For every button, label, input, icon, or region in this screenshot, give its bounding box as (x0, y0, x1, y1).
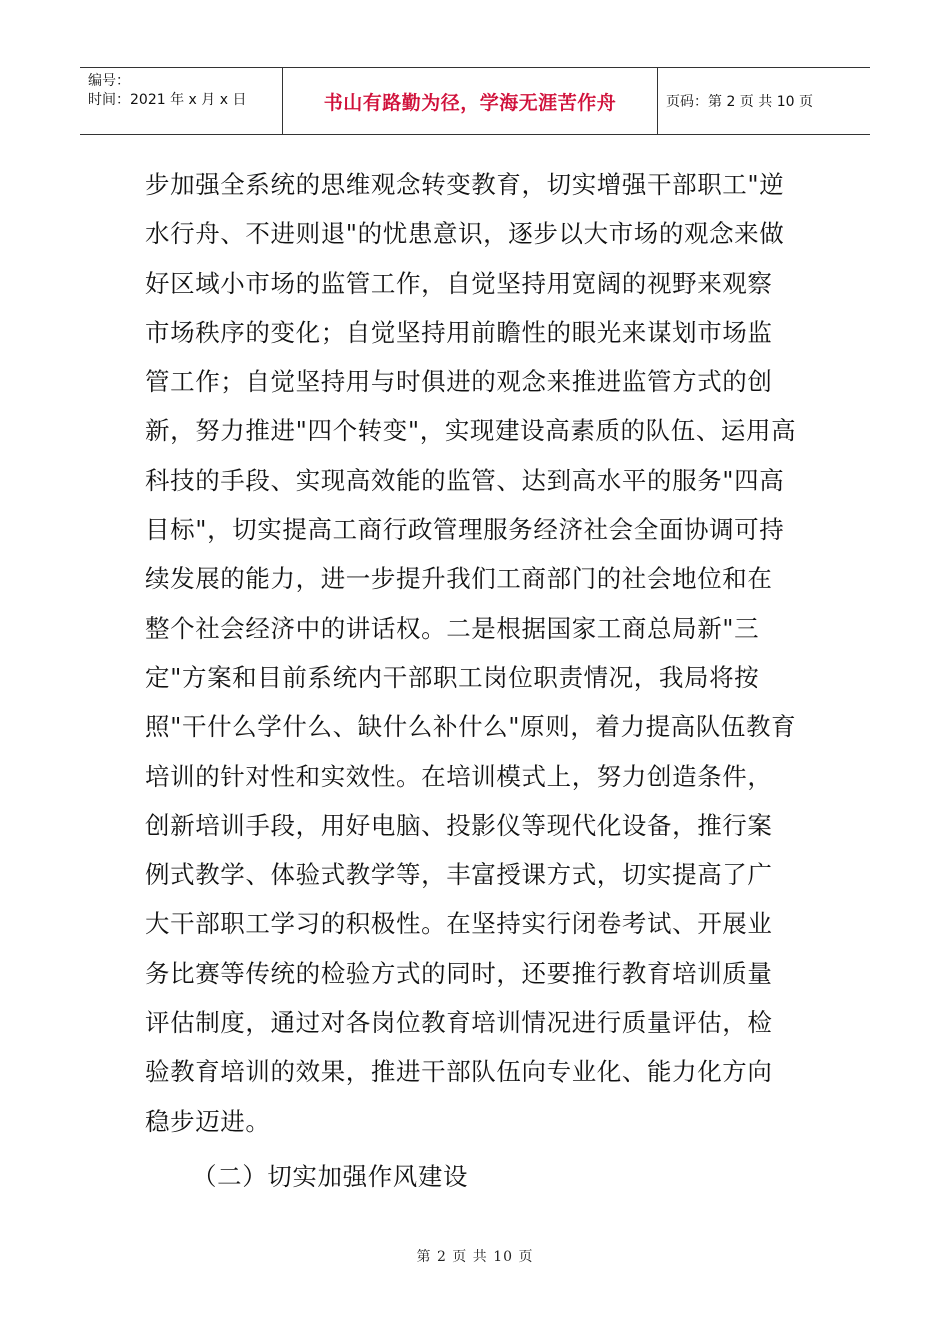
body-paragraph (145, 160, 810, 1146)
body-line: 好区域小市场的监管工作，自觉坚持用宽阔的视野来观察 (145, 268, 773, 298)
body-line: 创新培训手段，用好电脑、投影仪等现代化设备，推行案 (145, 810, 773, 840)
section-heading: （二）切实加强作风建设 (192, 1162, 469, 1191)
body-line: 水行舟、不进则退"的忧患意识，逐步以大市场的观念来做 (145, 219, 785, 249)
body-line: 例式教学、体验式教学等，丰富授课方式，切实提高了广 (145, 860, 773, 890)
body-line: 稳步迈进。 (145, 1106, 271, 1136)
header-motto: 书山有路勤为径，学海无涯苦作舟 (283, 68, 658, 134)
body-line: 照"干什么学什么、缺什么补什么"原则，着力提高队伍教育 (145, 712, 797, 742)
header-page-info: 页码：第 2 页 共 10 页 (666, 94, 813, 110)
body-line: 步加强全系统的思维观念转变教育，切实增强干部职工"逆 (145, 170, 785, 199)
body-line: 续发展的能力，进一步提升我们工商部门的社会地位和在 (145, 564, 773, 594)
body-line: 新，努力推进"四个转变"，实现建设高素质的队伍、运用高 (145, 416, 797, 446)
body-line: 验教育培训的效果，推进干部队伍向专业化、能力化方向 (145, 1057, 773, 1087)
body-line: 务比赛等传统的检验方式的同时，还要推行教育培训质量 (145, 958, 773, 988)
body-line: 评估制度，通过对各岗位教育培训情况进行质量评估，检 (145, 1008, 773, 1038)
body-line: 大干部职工学习的积极性。在坚持实行闭卷考试、开展业 (145, 909, 773, 939)
body-line: 目标"，切实提高工商行政管理服务经济社会全面协调可持 (145, 515, 785, 545)
document-header (80, 67, 870, 135)
header-meta (80, 68, 283, 134)
body-line: 科技的手段、实现高效能的监管、达到高水平的服务"四高 (145, 465, 785, 495)
header-number: 编号： (88, 73, 130, 89)
body-line: 整个社会经济中的讲话权。二是根据国家工商总局新"三 (145, 613, 760, 643)
body-line: 定"方案和目前系统内干部职工岗位职责情况，我局将按 (145, 662, 760, 692)
page-footer: 第 2 页 共 10 页 (416, 1249, 534, 1265)
header-date: 时间：2021 年 x 月 x 日 (88, 92, 247, 108)
body-line: 市场秩序的变化；自觉坚持用前瞻性的眼光来谋划市场监 (145, 317, 773, 347)
body-line: 培训的针对性和实效性。在培训模式上，努力创造条件， (145, 761, 773, 791)
body-line: 管工作；自觉坚持用与时俱进的观念来推进监管方式的创 (145, 367, 773, 397)
